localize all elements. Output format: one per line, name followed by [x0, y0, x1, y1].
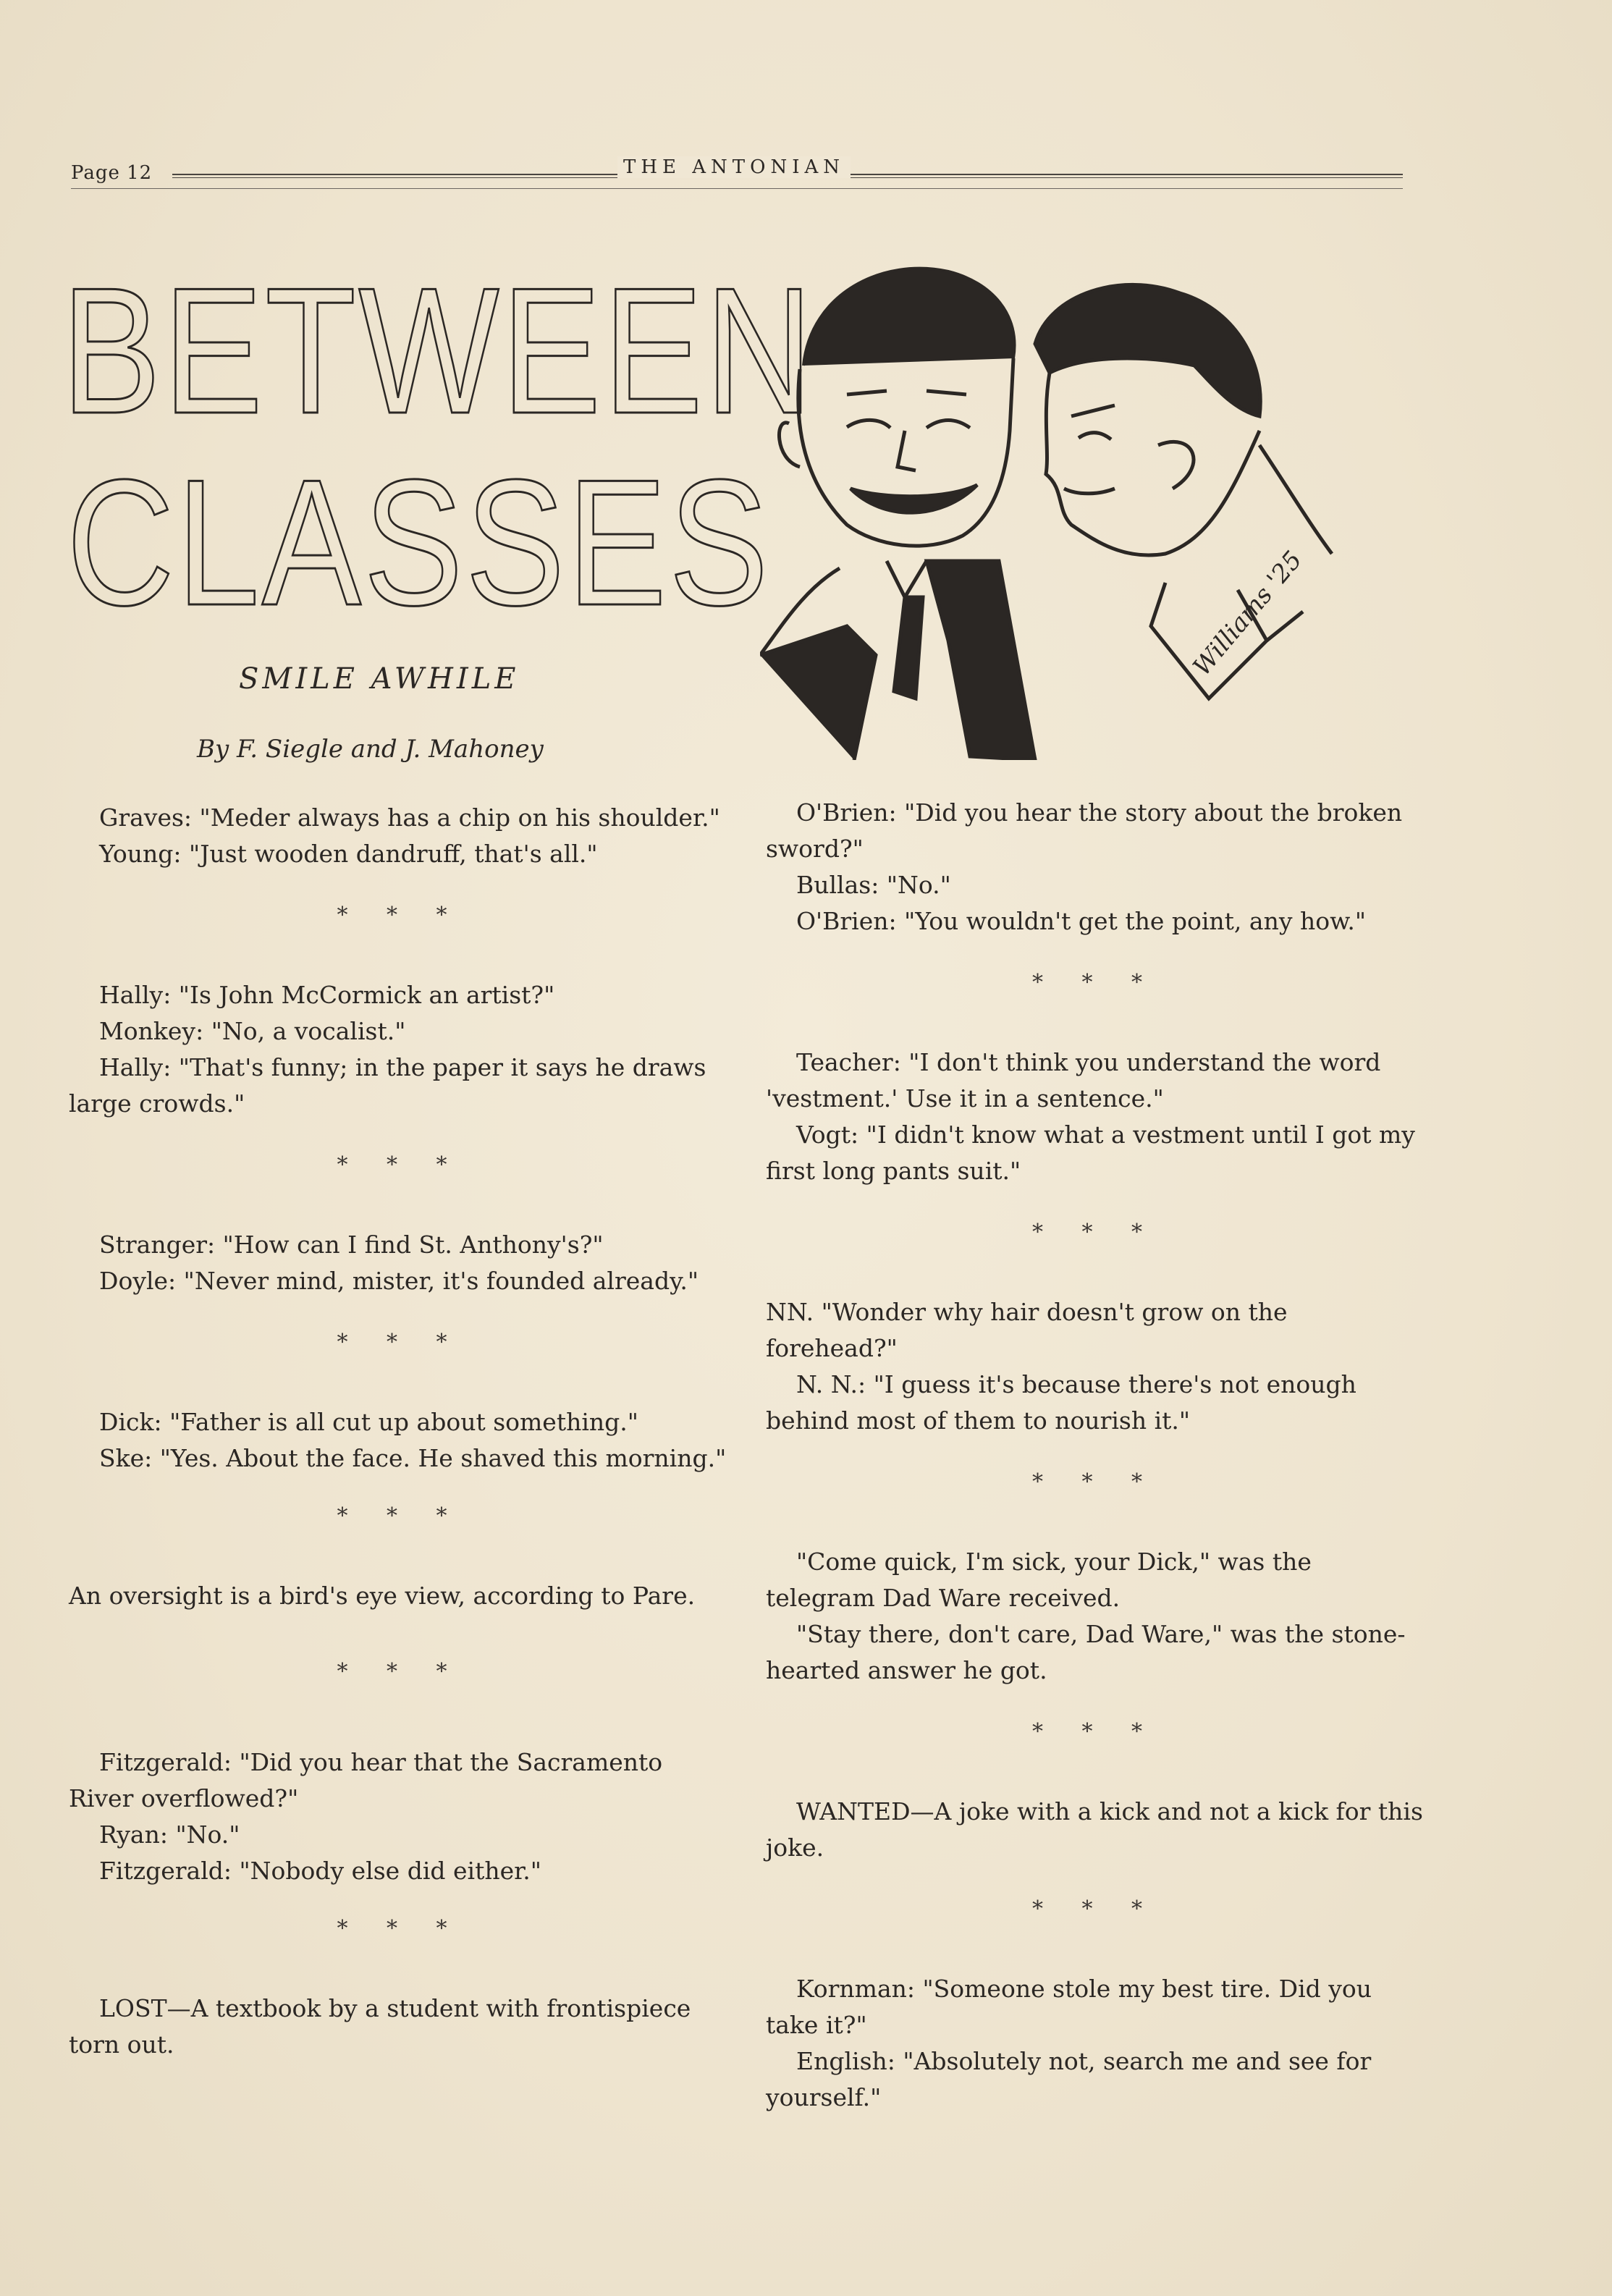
title-line-2: CLASSES [67, 442, 771, 643]
separator-stars: * * * [337, 1916, 463, 1941]
joke-line: Hally: "That's funny; in the paper it says he draws large crowds." [69, 1053, 706, 1118]
separator-stars: * * * [337, 903, 463, 928]
joke-line: An oversight is a bird's eye view, according to Pare. [69, 1582, 696, 1610]
byline: By F. Siegle and J. Mahoney [197, 735, 544, 764]
joke-line: Stranger: "How can I find St. Anthony's?" [99, 1231, 604, 1259]
joke-line: Monkey: "No, a vocalist." [99, 1017, 406, 1045]
joke-line: Bullas: "No." [796, 871, 951, 899]
joke-line: "Come quick, I'm sick, your Dick," was the telegram Dad Ware received. [766, 1548, 1312, 1612]
separator-stars: * * * [1031, 1719, 1159, 1744]
joke-4 [69, 1404, 731, 1477]
joke-line: O'Brien: "Did you hear the story about the broken sword?" [766, 798, 1403, 863]
joke-line: Ryan: "No." [99, 1820, 240, 1849]
joke-line: WANTED—A joke with a kick and not a kick for this joke. [766, 1797, 1423, 1862]
joke-line: English: "Absolutely not, search me and see for yourself." [766, 2047, 1372, 2111]
joke-line: NN. "Wonder why hair doesn't grow on the forehead?" [766, 1298, 1288, 1362]
separator-stars: * * * [337, 1152, 463, 1178]
separator-stars: * * * [337, 1659, 463, 1684]
separator-stars: * * * [1031, 1220, 1159, 1245]
joke-line: Vogt: "I didn't know what a vestment until I got my first long pants suit." [766, 1120, 1415, 1185]
page-header [71, 155, 1403, 191]
joke-r1 [766, 795, 1425, 940]
right-boy-drawing [1035, 284, 1332, 698]
joke-3 [69, 1227, 731, 1299]
joke-1 [69, 800, 731, 872]
joke-line: Dick: "Father is all cut up about something." [99, 1408, 638, 1436]
joke-2 [69, 977, 731, 1122]
illustration-two-boys [760, 250, 1375, 760]
separator-stars: * * * [1031, 970, 1159, 995]
joke-line: Kornman: "Someone stole my best tire. Did you take it?" [766, 1975, 1372, 2039]
joke-5 [69, 1578, 731, 1614]
joke-r3 [766, 1294, 1425, 1439]
joke-line: "Stay there, don't care, Dad Ware," was the stone-hearted answer he got. [766, 1620, 1406, 1684]
joke-6 [69, 1744, 731, 1889]
joke-line: Graves: "Meder always has a chip on his shoulder." [99, 803, 720, 832]
separator-stars: * * * [337, 1330, 463, 1355]
joke-r2 [766, 1044, 1425, 1189]
section-heading: SMILE AWHILE [239, 662, 520, 696]
right-column [766, 795, 1425, 2116]
publication-title: THE ANTONIAN [617, 156, 851, 178]
left-column [69, 800, 731, 2063]
joke-7 [69, 1991, 731, 2063]
joke-line: Fitzgerald: "Nobody else did either." [99, 1857, 541, 1885]
page-number: Page 12 [71, 162, 153, 184]
joke-r6 [766, 1971, 1425, 2116]
header-underline [71, 188, 1403, 189]
joke-line: N. N.: "I guess it's because there's not enough behind most of them to nourish it." [766, 1370, 1356, 1435]
joke-line: Doyle: "Never mind, mister, it's founded already." [99, 1267, 699, 1295]
joke-line: LOST—A textbook by a student with frontispiece torn out. [69, 1994, 691, 2059]
joke-line: Ske: "Yes. About the face. He shaved this morning." [99, 1444, 727, 1472]
joke-line: Young: "Just wooden dandruff, that's all." [99, 840, 598, 868]
joke-r5 [766, 1794, 1425, 1866]
joke-line: O'Brien: "You wouldn't get the point, any how." [796, 907, 1367, 935]
joke-line: Teacher: "I don't think you understand the word 'vestment.' Use it in a sentence." [766, 1048, 1381, 1113]
separator-stars: * * * [337, 1503, 463, 1529]
joke-r4 [766, 1544, 1425, 1689]
left-boy-drawing [760, 269, 1035, 760]
title-line-1: BETWEEN [62, 250, 816, 451]
joke-line: Hally: "Is John McCormick an artist?" [99, 981, 555, 1009]
artist-signature: Williams '25 [1187, 545, 1308, 682]
separator-stars: * * * [1031, 1896, 1159, 1922]
separator-stars: * * * [1031, 1469, 1159, 1495]
joke-line: Fitzgerald: "Did you hear that the Sacramento River overflowed?" [69, 1748, 663, 1812]
